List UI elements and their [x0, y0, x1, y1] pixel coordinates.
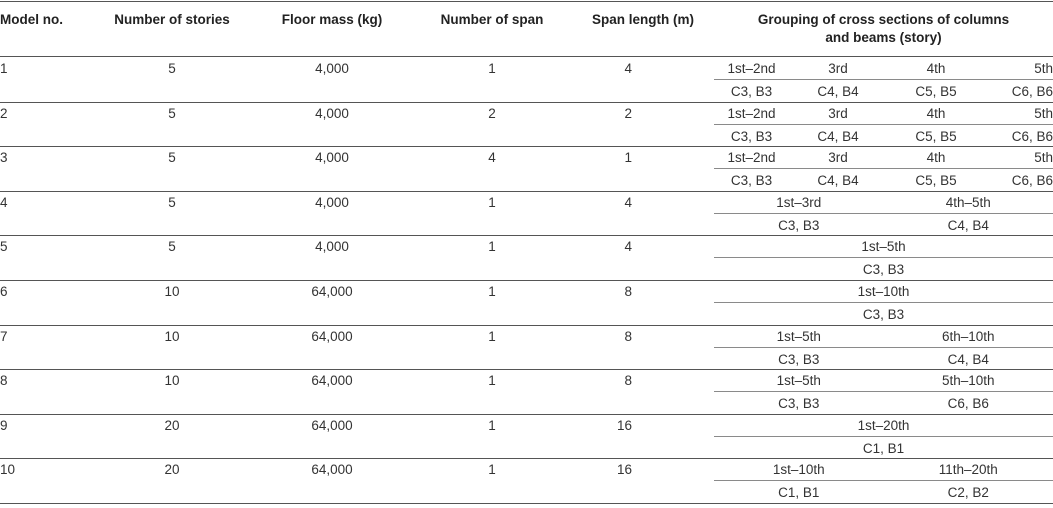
row-separator: [0, 102, 1053, 103]
span-length-cell: 4: [624, 61, 632, 76]
span-length-cell: 4: [624, 239, 632, 254]
group-section-label: C4, B4: [947, 352, 989, 367]
group-sub-rule: [714, 480, 1053, 481]
group-story-label: 1st–2nd: [727, 61, 776, 76]
span-length-cell: 16: [616, 418, 632, 433]
group-section-label: C6, B6: [947, 396, 989, 411]
group-story-label: 1st–2nd: [727, 150, 776, 165]
stories-cell: 10: [164, 329, 180, 344]
model-no-cell: 10: [0, 462, 16, 477]
group-sub-rule: [714, 391, 1053, 392]
group-story-label: 1st–20th: [857, 418, 910, 433]
group-section-label: C3, B3: [730, 84, 773, 99]
span-cell: 1: [488, 61, 496, 76]
span-length-cell: 8: [624, 284, 632, 299]
header-span-length: Span length (m): [592, 12, 694, 27]
floor-mass-cell: 4,000: [315, 195, 349, 210]
group-story-label: 3rd: [828, 61, 848, 76]
group-story-label: 5th: [1034, 150, 1053, 165]
stories-cell: 5: [168, 61, 176, 76]
header-bottom-rule: [0, 56, 1053, 57]
group-story-label: 4th–5th: [945, 195, 991, 210]
span-cell: 2: [488, 106, 496, 121]
row-separator: [0, 146, 1053, 147]
group-story-label: 4th: [926, 61, 946, 76]
group-story-label: 3rd: [828, 106, 848, 121]
model-no-cell: 5: [0, 239, 8, 254]
row-separator: [0, 414, 1053, 415]
group-story-label: 3rd: [828, 150, 848, 165]
stories-cell: 10: [164, 284, 180, 299]
stories-cell: 5: [168, 106, 176, 121]
floor-mass-cell: 64,000: [311, 462, 353, 477]
stories-cell: 20: [164, 418, 180, 433]
span-cell: 1: [488, 373, 496, 388]
model-no-cell: 7: [0, 329, 8, 344]
span-cell: 4: [488, 150, 496, 165]
group-story-label: 1st–10th: [857, 284, 910, 299]
floor-mass-cell: 64,000: [311, 373, 353, 388]
group-story-label: 1st–5th: [776, 373, 821, 388]
group-story-label: 11th–20th: [938, 462, 998, 477]
group-story-label: 1st–5th: [861, 239, 906, 254]
group-story-label: 1st–2nd: [727, 106, 776, 121]
floor-mass-cell: 4,000: [315, 61, 349, 76]
group-section-label: C3, B3: [730, 129, 773, 144]
group-story-label: 1st–10th: [772, 462, 825, 477]
group-story-label: 1st–5th: [776, 329, 821, 344]
group-story-label: 1st–3rd: [776, 195, 822, 210]
header-floor-mass: Floor mass (kg): [281, 12, 383, 27]
group-sub-rule: [714, 79, 1053, 80]
stories-cell: 5: [168, 150, 176, 165]
floor-mass-cell: 4,000: [315, 106, 349, 121]
group-sub-rule: [714, 124, 1053, 125]
floor-mass-cell: 4,000: [315, 239, 349, 254]
group-section-label: C1, B1: [862, 441, 905, 456]
header-grouping-line2: and beams (story): [825, 30, 942, 45]
span-length-cell: 8: [624, 373, 632, 388]
group-section-label: C6, B6: [1011, 129, 1053, 144]
group-section-label: C5, B5: [915, 173, 957, 188]
table-top-rule: [0, 1, 1053, 2]
model-no-cell: 6: [0, 284, 8, 299]
group-sub-rule: [714, 213, 1053, 214]
group-section-label: C6, B6: [1011, 173, 1053, 188]
stories-cell: 5: [168, 195, 176, 210]
span-length-cell: 8: [624, 329, 632, 344]
group-sub-rule: [714, 436, 1053, 437]
header-grouping-line1: Grouping of cross sections of columns: [757, 12, 1010, 27]
stories-cell: 10: [164, 373, 180, 388]
group-section-label: C3, B3: [730, 173, 773, 188]
group-sub-rule: [714, 302, 1053, 303]
group-section-label: C5, B5: [915, 129, 957, 144]
span-cell: 1: [488, 239, 496, 254]
floor-mass-cell: 64,000: [311, 284, 353, 299]
span-length-cell: 2: [624, 106, 632, 121]
row-separator: [0, 280, 1053, 281]
span-cell: 1: [488, 195, 496, 210]
group-section-label: C3, B3: [778, 352, 820, 367]
span-cell: 1: [488, 418, 496, 433]
group-section-label: C3, B3: [862, 307, 905, 322]
stories-cell: 20: [164, 462, 180, 477]
group-section-label: C4, B4: [817, 84, 859, 99]
group-sub-rule: [714, 257, 1053, 258]
group-story-label: 6th–10th: [941, 329, 995, 344]
span-length-cell: 1: [624, 150, 632, 165]
group-section-label: C4, B4: [947, 218, 989, 233]
row-separator: [0, 235, 1053, 236]
model-no-cell: 2: [0, 106, 8, 121]
group-section-label: C3, B3: [778, 396, 820, 411]
row-separator: [0, 325, 1053, 326]
header-stories: Number of stories: [114, 12, 230, 27]
group-section-label: C3, B3: [778, 218, 820, 233]
row-separator: [0, 503, 1053, 504]
model-no-cell: 4: [0, 195, 8, 210]
header-span: Number of span: [440, 12, 544, 27]
span-cell: 1: [488, 284, 496, 299]
group-section-label: C6, B6: [1011, 84, 1053, 99]
group-section-label: C2, B2: [947, 485, 989, 500]
group-story-label: 5th: [1034, 106, 1053, 121]
floor-mass-cell: 64,000: [311, 329, 353, 344]
row-separator: [0, 458, 1053, 459]
group-story-label: 5th: [1034, 61, 1053, 76]
row-separator: [0, 191, 1053, 192]
span-length-cell: 4: [624, 195, 632, 210]
span-length-cell: 16: [616, 462, 632, 477]
group-story-label: 4th: [926, 150, 946, 165]
group-story-label: 4th: [926, 106, 946, 121]
model-no-cell: 8: [0, 373, 8, 388]
group-section-label: C4, B4: [817, 129, 859, 144]
floor-mass-cell: 64,000: [311, 418, 353, 433]
group-section-label: C4, B4: [817, 173, 859, 188]
group-sub-rule: [714, 347, 1053, 348]
group-section-label: C1, B1: [778, 485, 820, 500]
span-cell: 1: [488, 462, 496, 477]
model-no-cell: 1: [0, 61, 8, 76]
stories-cell: 5: [168, 239, 176, 254]
floor-mass-cell: 4,000: [315, 150, 349, 165]
model-no-cell: 9: [0, 418, 8, 433]
group-story-label: 5th–10th: [941, 373, 995, 388]
group-sub-rule: [714, 168, 1053, 169]
row-separator: [0, 369, 1053, 370]
model-no-cell: 3: [0, 150, 8, 165]
span-cell: 1: [488, 329, 496, 344]
group-section-label: C3, B3: [862, 262, 905, 277]
header-model: Model no.: [0, 12, 63, 27]
group-section-label: C5, B5: [915, 84, 957, 99]
